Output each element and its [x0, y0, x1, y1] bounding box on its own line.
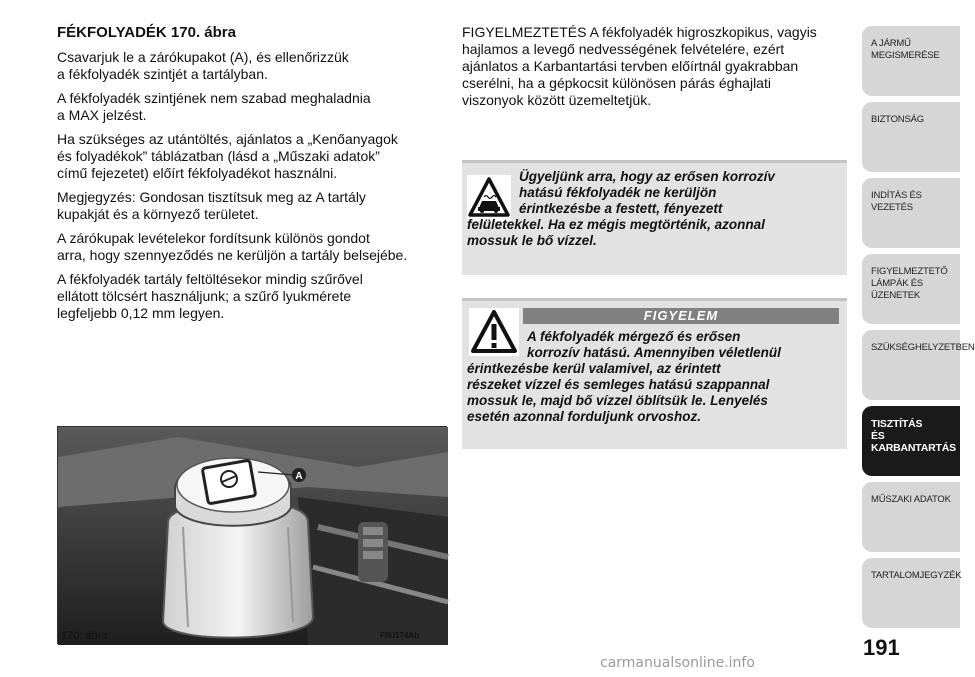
- paragraph: A zárókupak levételekor fordítsunk különös gondot arra, hogy szennyeződés ne kerüljön a tartály belsejébe.: [57, 230, 408, 263]
- tab-safety[interactable]: BIZTONSÁG: [862, 102, 960, 172]
- reservoir-illustration: [58, 427, 448, 645]
- danger-line: A fékfolyadék mérgező és erősen: [527, 329, 741, 344]
- caution-text: [467, 169, 839, 249]
- watermark: carmanualsonline.info: [600, 655, 755, 671]
- danger-line: érintkezésbe kerül valamivel, az érintett: [467, 361, 721, 376]
- chapter-tabs: [862, 26, 975, 634]
- caution-box: [462, 160, 847, 275]
- paragraph: Megjegyzés: Gondosan tisztítsuk meg az A tartály kupakját és a környező területet.: [57, 189, 366, 222]
- warning-paragraph: FIGYELMEZTETÉS A fékfolyadék higroszkopikus, vagyis hajlamos a levegő nedvességének felvételére, ezért ajánlatos a Karbantartási tervben előírtnál gyakrabban cserélni, ha a gépkocsit különösen párás éghajlati viszonyok között üzemeltetjük.: [462, 24, 817, 108]
- tab-index[interactable]: TARTALOMJEGYZÉK: [862, 558, 960, 628]
- callout-marker: A: [295, 471, 303, 482]
- right-column: [462, 24, 847, 109]
- tab-maintenance[interactable]: TISZTÍTÁS ÉS KARBANTARTÁS: [862, 406, 960, 476]
- caution-line: felületekkel. Ha ez mégis megtörténik, azonnal: [467, 217, 765, 232]
- caution-line: Ügyeljünk arra, hogy az erősen korrozív: [519, 169, 775, 184]
- section-heading: FÉKFOLYADÉK 170. ábra: [57, 24, 236, 41]
- danger-line: korrozív hatású. Amennyiben véletlenül: [527, 345, 781, 360]
- caution-line: hatású fékfolyadék ne kerüljön: [519, 185, 717, 200]
- brake-fluid-reservoir-figure: [57, 426, 447, 644]
- left-column: [57, 24, 447, 329]
- danger-line: mossuk le, majd bő vízzel öblítsük le. Lenyelés: [467, 393, 768, 408]
- caution-line: érintkezésbe a festett, fényezett: [519, 201, 723, 216]
- paragraph: A fékfolyadék tartály feltöltésekor mindig szűrővel ellátott tölcsért használjunk; a szűrő lyukmérete legfeljebb 0,12 mm legyen.: [57, 271, 363, 321]
- warning-banner: FIGYELEM: [523, 308, 839, 324]
- tab-vehicle-overview[interactable]: A JÁRMŰ MEGISMERÉSE: [862, 26, 960, 96]
- paragraph: A fékfolyadék szintjének nem szabad meghaladnia a MAX jelzést.: [57, 90, 371, 123]
- figure-caption: 170. ábra: [61, 630, 108, 642]
- danger-text: [467, 329, 839, 425]
- tab-emergency[interactable]: SZÜKSÉGHELYZETBEN: [862, 330, 960, 400]
- paragraph: Ha szükséges az utántöltés, ajánlatos a „Kenőanyagok és folyadékok” táblázatban (lásd a „Műszaki adatok” című fejezetet) előírt fékfolyadékot használni.: [57, 131, 398, 181]
- danger-line: esetén azonnal forduljunk orvoshoz.: [467, 409, 702, 424]
- tab-warning-lights[interactable]: FIGYELMEZTETŐ LÁMPÁK ÉS ÜZENETEK: [862, 254, 960, 324]
- danger-line: részeket vízzel és semleges hatású szappannal: [467, 377, 770, 392]
- figure-code: F0U174Ab: [380, 631, 420, 640]
- tab-starting-driving[interactable]: INDÍTÁS ÉS VEZETÉS: [862, 178, 960, 248]
- page-number: 191: [863, 635, 900, 660]
- danger-box: [462, 298, 847, 449]
- caution-line: mossuk le bő vízzel.: [467, 233, 597, 248]
- paragraph: Csavarjuk le a zárókupakot (A), és ellenőrizzük a fékfolyadék szintjét a tartályban.: [57, 49, 349, 82]
- tab-technical-data[interactable]: MŰSZAKI ADATOK: [862, 482, 960, 552]
